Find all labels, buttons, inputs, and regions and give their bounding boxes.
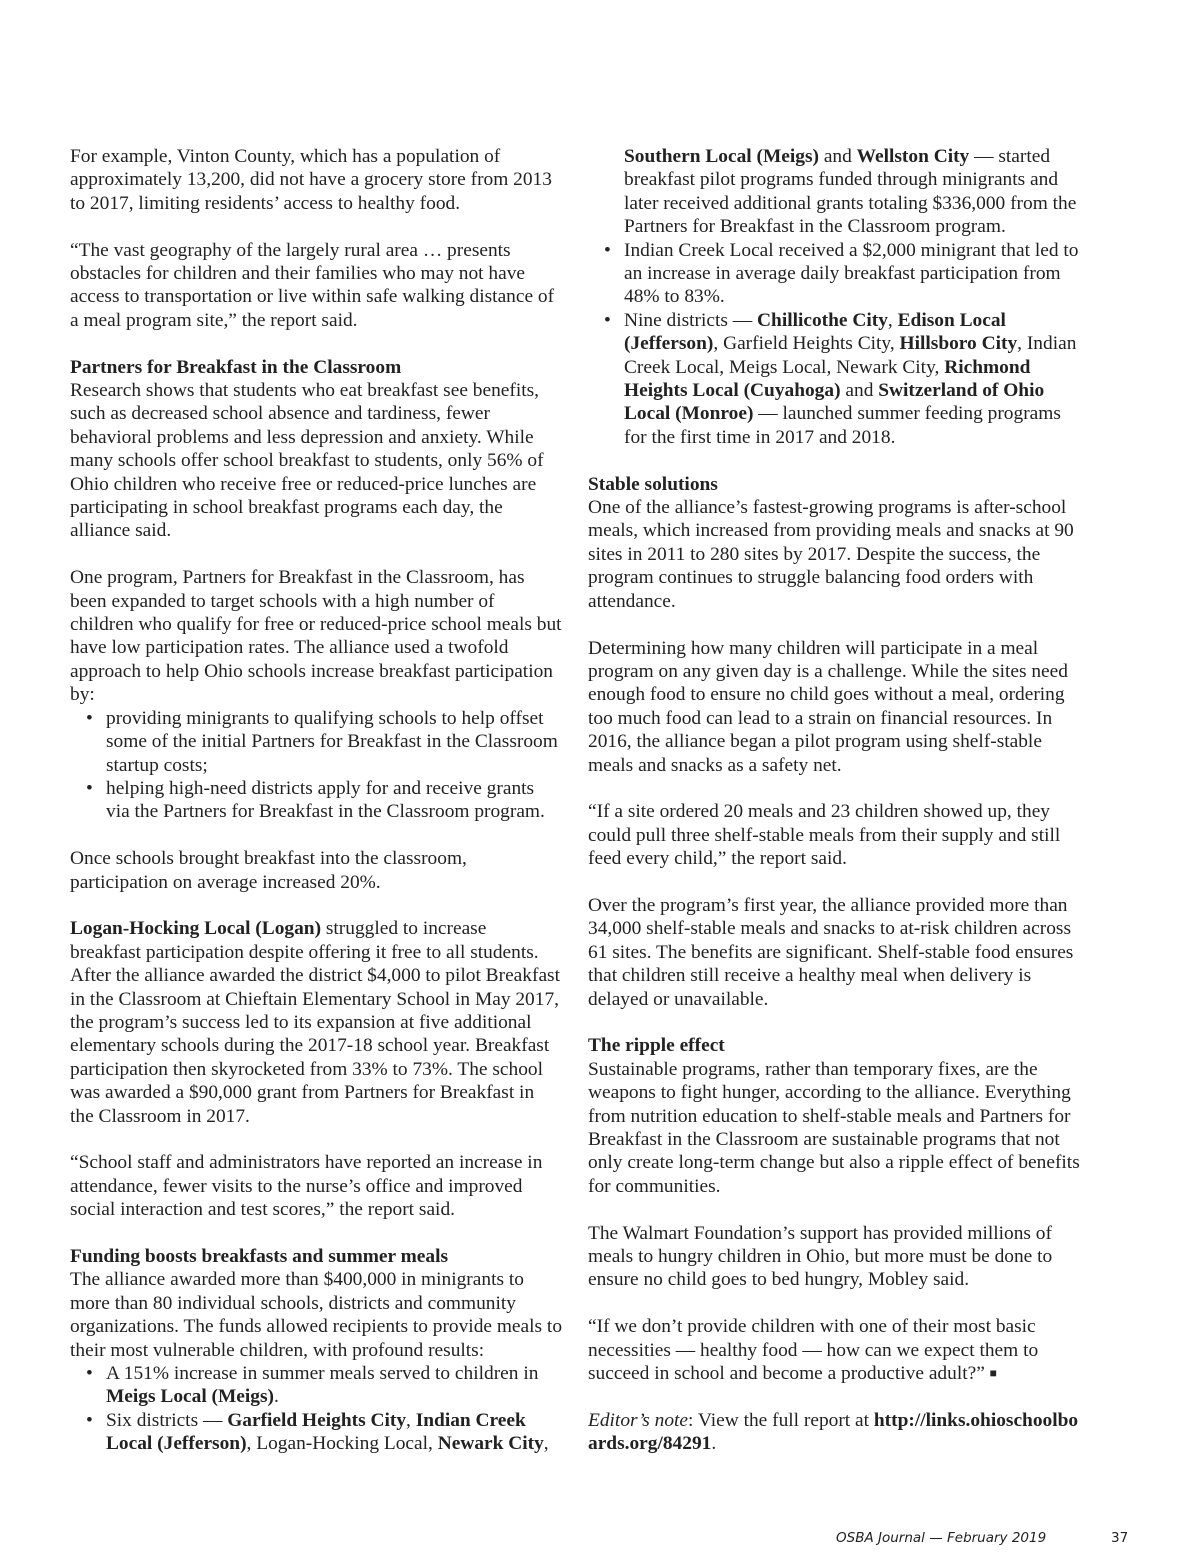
list-item: • Six districts — Garfield Heights City, Indian Creek Local (Jefferson), Logan-Hocking Local, Newark City,	[70, 1409, 562, 1456]
twofold-approach-list	[70, 707, 562, 824]
list-item: • helping high-need districts apply for and receive grants via the Partners for Breakfast in the Classroom program.	[70, 777, 562, 824]
list-item: • providing minigrants to qualifying schools to help offset some of the initial Partners for Breakfast in the Classroom startup costs;	[70, 707, 562, 777]
list-item-continuation: Southern Local (Meigs) and Wellston City — started breakfast pilot programs funded through minigrants and later received additional grants totaling $336,000 from the Partners for Breakfast in the Classroom program.	[624, 146, 1077, 238]
paragraph-first-year: Over the program’s first year, the alliance provided more than 34,000 shelf-stable meals and snacks to at-risk children across 61 sites. The benefits are significant. Shelf-stable food ensures that children still receive a healthy meal when delivery is delayed or unavailable.	[588, 894, 1074, 1010]
district-name: Logan-Hocking Local (Logan)	[70, 918, 322, 940]
paragraph-determining: Determining how many children will participate in a meal program on any given day is a challenge. While the sites need enough food to ensure no child goes without a meal, ordering too much food can lead to a strain on financial resources. In 2016, the alliance began a pilot program using shelf-stable meals and snacks as a safety net.	[588, 637, 1068, 776]
end-mark-icon: ■	[989, 1366, 997, 1381]
paragraph-research: Research shows that students who eat breakfast see benefits, such as decreased school absence and tardiness, fewer behavioral problems and less depression and anxiety. While many schools offer school breakfast to students, only 56% of Ohio children who receive free or reduced-price lunches are participating in school breakfast programs each day, the alliance said.	[70, 380, 544, 542]
heading-funding-boosts: Funding boosts breakfasts and summer meals	[70, 1245, 449, 1267]
paragraph-vinton: For example, Vinton County, which has a population of approximately 13,200, did not have a grocery store from 2013 to 2017, limiting residents’ access to healthy food.	[70, 146, 552, 214]
page-footer	[836, 1530, 1129, 1546]
paragraph-geography-quote: “The vast geography of the largely rural area … presents obstacles for children and their families who may not have access to transportation or live within safe walking distance of a meal program site,” the report said.	[70, 239, 555, 331]
paragraph-minigrants: The alliance awarded more than $400,000 in minigrants to more than 80 individual schools, districts and community organizations. The funds allowed recipients to provide meals to their most vulnerable children, with profound results:	[70, 1269, 563, 1361]
paragraph-walmart: The Walmart Foundation’s support has provided millions of meals to hungry children in Ohio, but more must be done to ensure no child goes to bed hungry, Mobley said.	[588, 1222, 1053, 1291]
paragraph-closing-quote: “If we don’t provide children with one of their most basic necessities — healthy food — how can we expect them to succeed in school and become a productive adult?” ■	[588, 1316, 1039, 1385]
right-column	[588, 145, 1084, 1456]
paragraph-logan-hocking: Logan-Hocking Local (Logan) struggled to increase breakfast participation despite offering it free to all students. After the alliance awarded the district $4,000 to pilot Breakfast in the Classroom at Chieftain Elementary School in May 2017, the program’s success led to its expansion at five additional elementary schools during the 2017-18 school year. Breakfast participation then skyrocketed from 33% to 73%. The school was awarded a $90,000 grant from Partners for Breakfast in the Classroom in 2017.	[70, 918, 560, 1127]
heading-ripple-effect: The ripple effect	[588, 1035, 725, 1057]
list-item: • Nine districts — Chillicothe City, Edison Local (Jefferson), Garfield Heights City, Hillsboro City, Indian Creek Local, Meigs Local, Newark City, Richmond Heights Local (Cuyahoga) and Switzerland of Ohio Local (Monroe) — launched summer feeding programs for the first time in 2017 and 2018.	[588, 309, 1084, 449]
left-column	[70, 145, 562, 1479]
heading-stable-solutions: Stable solutions	[588, 473, 718, 495]
paragraph-staff-quote: “School staff and administrators have reported an increase in attendance, fewer visits to the nurse’s office and improved social interaction and test scores,” the report said.	[70, 1152, 543, 1221]
results-list-continued	[588, 239, 1084, 450]
paragraph-after-school: One of the alliance’s fastest-growing programs is after-school meals, which increased from providing meals and snacks at 90 sites in 2011 to 280 sites by 2017. Despite the success, the program continues to struggle balancing food orders with attendance.	[588, 497, 1074, 612]
list-item: • A 151% increase in summer meals served to children in Meigs Local (Meigs).	[70, 1362, 562, 1409]
paragraph-participation-increase: Once schools brought breakfast into the classroom, participation on average increased 20%.	[70, 848, 467, 893]
heading-partners-breakfast: Partners for Breakfast in the Classroom	[70, 356, 402, 378]
paragraph-sustainable: Sustainable programs, rather than temporary fixes, are the weapons to fight hunger, according to the alliance. Everything from nutrition education to shelf-stable meals and Partners for Breakfast in the Classroom are sustainable programs that not only create long-term change but also a ripple effect of benefits for communities.	[588, 1058, 1080, 1197]
paragraph-one-program: One program, Partners for Breakfast in the Classroom, has been expanded to target schools with a high number of children who qualify for free or reduced-price school meals but have low participation rates. The alliance used a twofold approach to help Ohio schools increase breakfast participation by:	[70, 567, 562, 706]
report-link[interactable]: http://links.ohioschoolboards.org/84291	[588, 1409, 1079, 1455]
paragraph-site-quote: “If a site ordered 20 meals and 23 children showed up, they could pull three shelf-stable meals from their supply and still feed every child,” the report said.	[588, 801, 1061, 870]
page-number: 37	[1111, 1530, 1129, 1546]
editors-note: Editor’s note: View the full report at http://links.ohioschoolboards.org/84291.	[588, 1409, 1079, 1455]
results-list	[70, 1362, 562, 1456]
list-item: • Indian Creek Local received a $2,000 minigrant that led to an increase in average daily breakfast participation from 48% to 83%.	[588, 239, 1084, 309]
journal-title: OSBA Journal — February 2019	[836, 1530, 1047, 1546]
